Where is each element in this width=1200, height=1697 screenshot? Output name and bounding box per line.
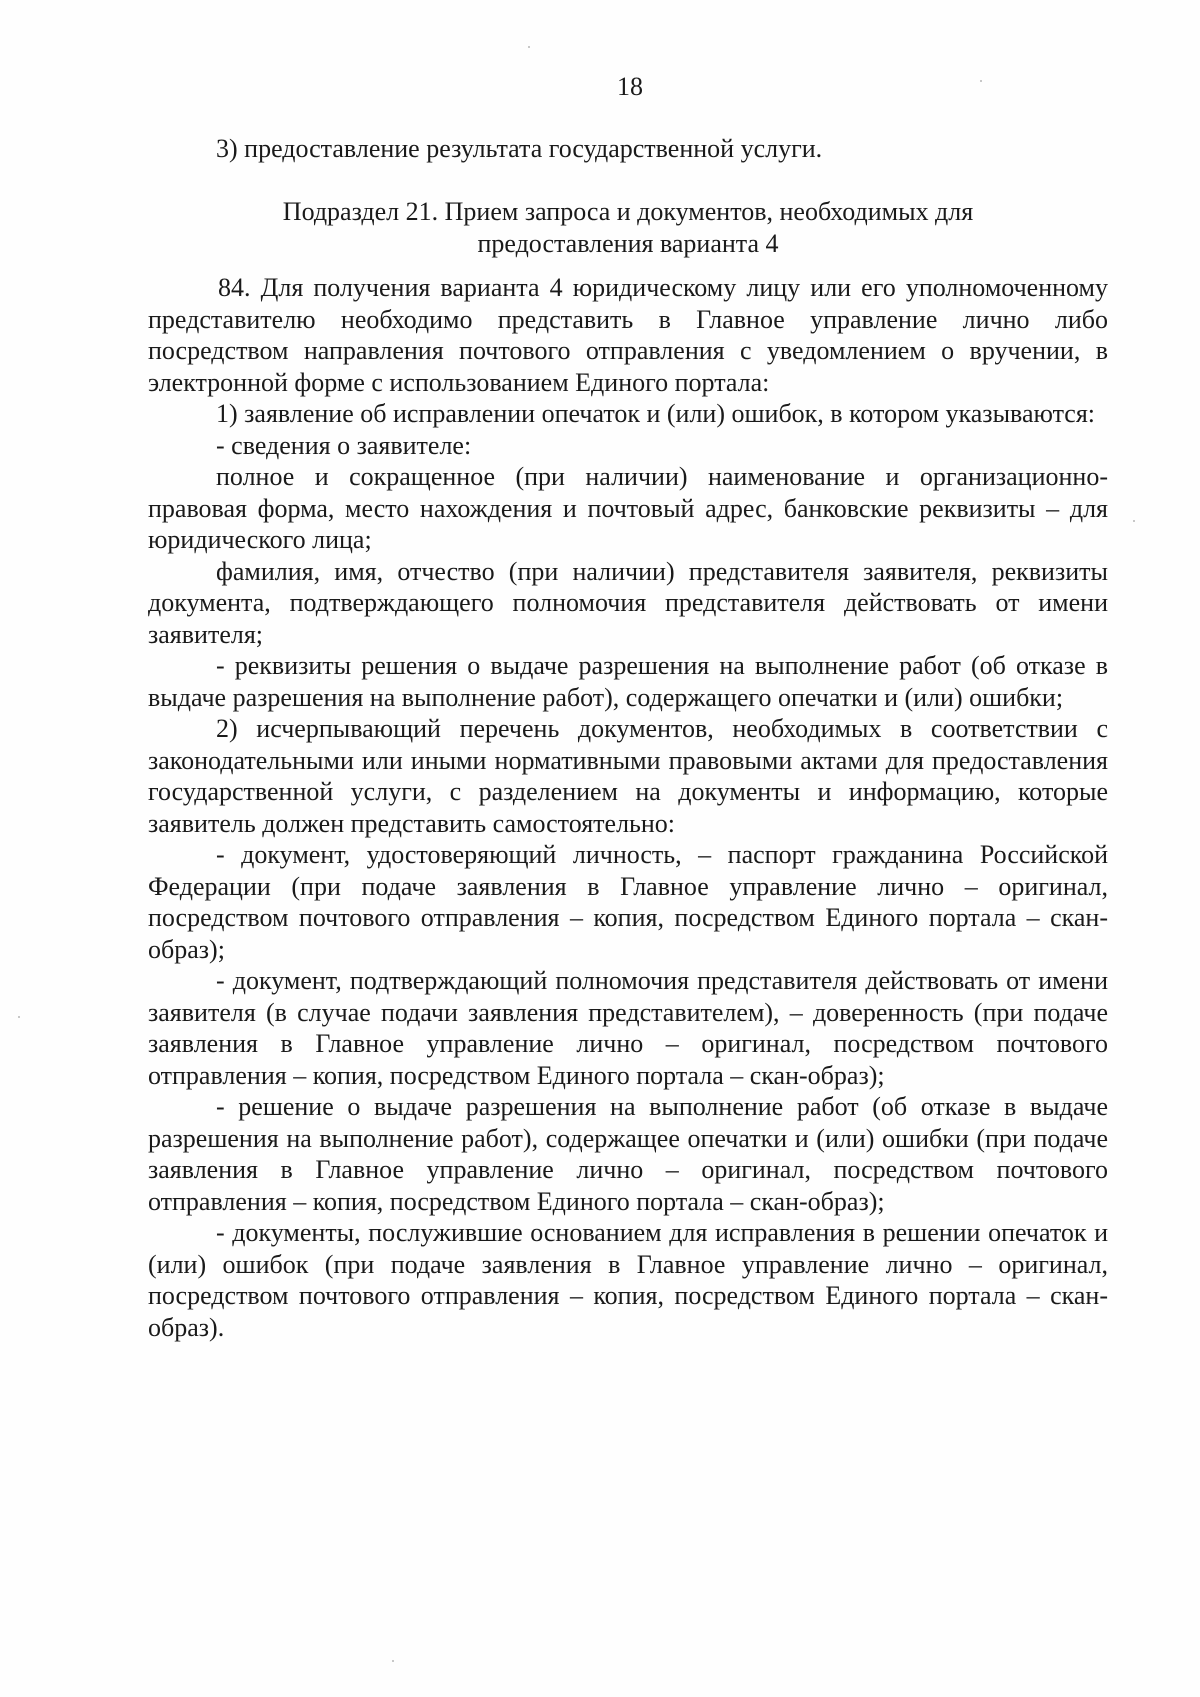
paragraph-legal-entity-name: полное и сокращенное (при наличии) наименование и организационно-правовая форма, место нахождения и почтовый адрес, банковские реквизиты – для юридического лица; (148, 462, 1108, 554)
paragraph-representative: фамилия, имя, отчество (при наличии) представителя заявителя, реквизиты документа, подтверждающего полномочия представителя действовать от имени заявителя; (148, 556, 1108, 649)
scan-speck (528, 46, 530, 48)
paragraph-supporting-documents: - документы, послужившие основанием для исправления в решении опечаток и (или) ошибок (при подаче заявления в Главное управление лично – оригинал, посредством почтового отправления – копия, посредством Единого портала – скан-образ). (148, 1218, 1108, 1342)
paragraph-84: 84. Для получения варианта 4 юридическому лицу или его уполномоченному представителю необходимо представить в Главное управление лично либо посредством направления почтового отправления с уведомлением о вручении, в электронной форме с использованием Единого портала: (148, 273, 1108, 397)
scan-speck (18, 1016, 20, 1018)
subsection-title (148, 196, 1108, 260)
paragraph-applicant-info: - сведения о заявителе: (216, 430, 472, 460)
paragraph-decision-details: - реквизиты решения о выдаче разрешения на выполнение работ (об отказе в выдаче разрешения на выполнение работ), содержащего опечатки и (или) ошибки; (148, 651, 1108, 712)
subsection-title-line-2: предоставления варианта 4 (477, 229, 779, 258)
paragraph-power-of-attorney: - документ, подтверждающий полномочия представителя действовать от имени заявителя (в случае подачи заявления представителем), – доверенность (при подаче заявления в Главное управление лично – оригинал, посредством почтового отправления – копия, посредством Единого портала – скан-образ); (148, 966, 1108, 1090)
scan-speck (392, 1660, 394, 1662)
scan-speck (1133, 520, 1135, 522)
paragraph-identity-document: - документ, удостоверяющий личность, – паспорт гражданина Российской Федерации (при подаче заявления в Главное управление лично – оригинал, посредством почтового отправления – копия, посредством Единого портала – скан-образ); (148, 840, 1108, 964)
paragraph-item-2: 2) исчерпывающий перечень документов, необходимых в соответствии с законодательными или иными нормативными правовыми актами для предоставления государственной услуги, с разделением на документы и информацию, которые заявитель должен представить самостоятельно: (148, 714, 1108, 838)
document-body (148, 272, 1108, 1343)
intro-line: 3) предоставление результата государственной услуги. (216, 134, 823, 163)
paragraph-item-1: 1) заявление об исправлении опечаток и (или) ошибок, в котором указываются: (216, 399, 1095, 428)
scan-speck (980, 80, 982, 82)
subsection-title-line-1: Подраздел 21. Прием запроса и документов, необходимых для (282, 197, 974, 226)
paragraph-permit-decision: - решение о выдаче разрешения на выполнение работ (об отказе в выдаче разрешения на выполнение работ), содержащее опечатки и (или) ошибки (при подаче заявления в Главное управление лично – оригинал, посредством почтового отправления – копия, посредством Единого портала – скан-образ); (148, 1092, 1108, 1216)
page-number: 18 (617, 72, 643, 101)
